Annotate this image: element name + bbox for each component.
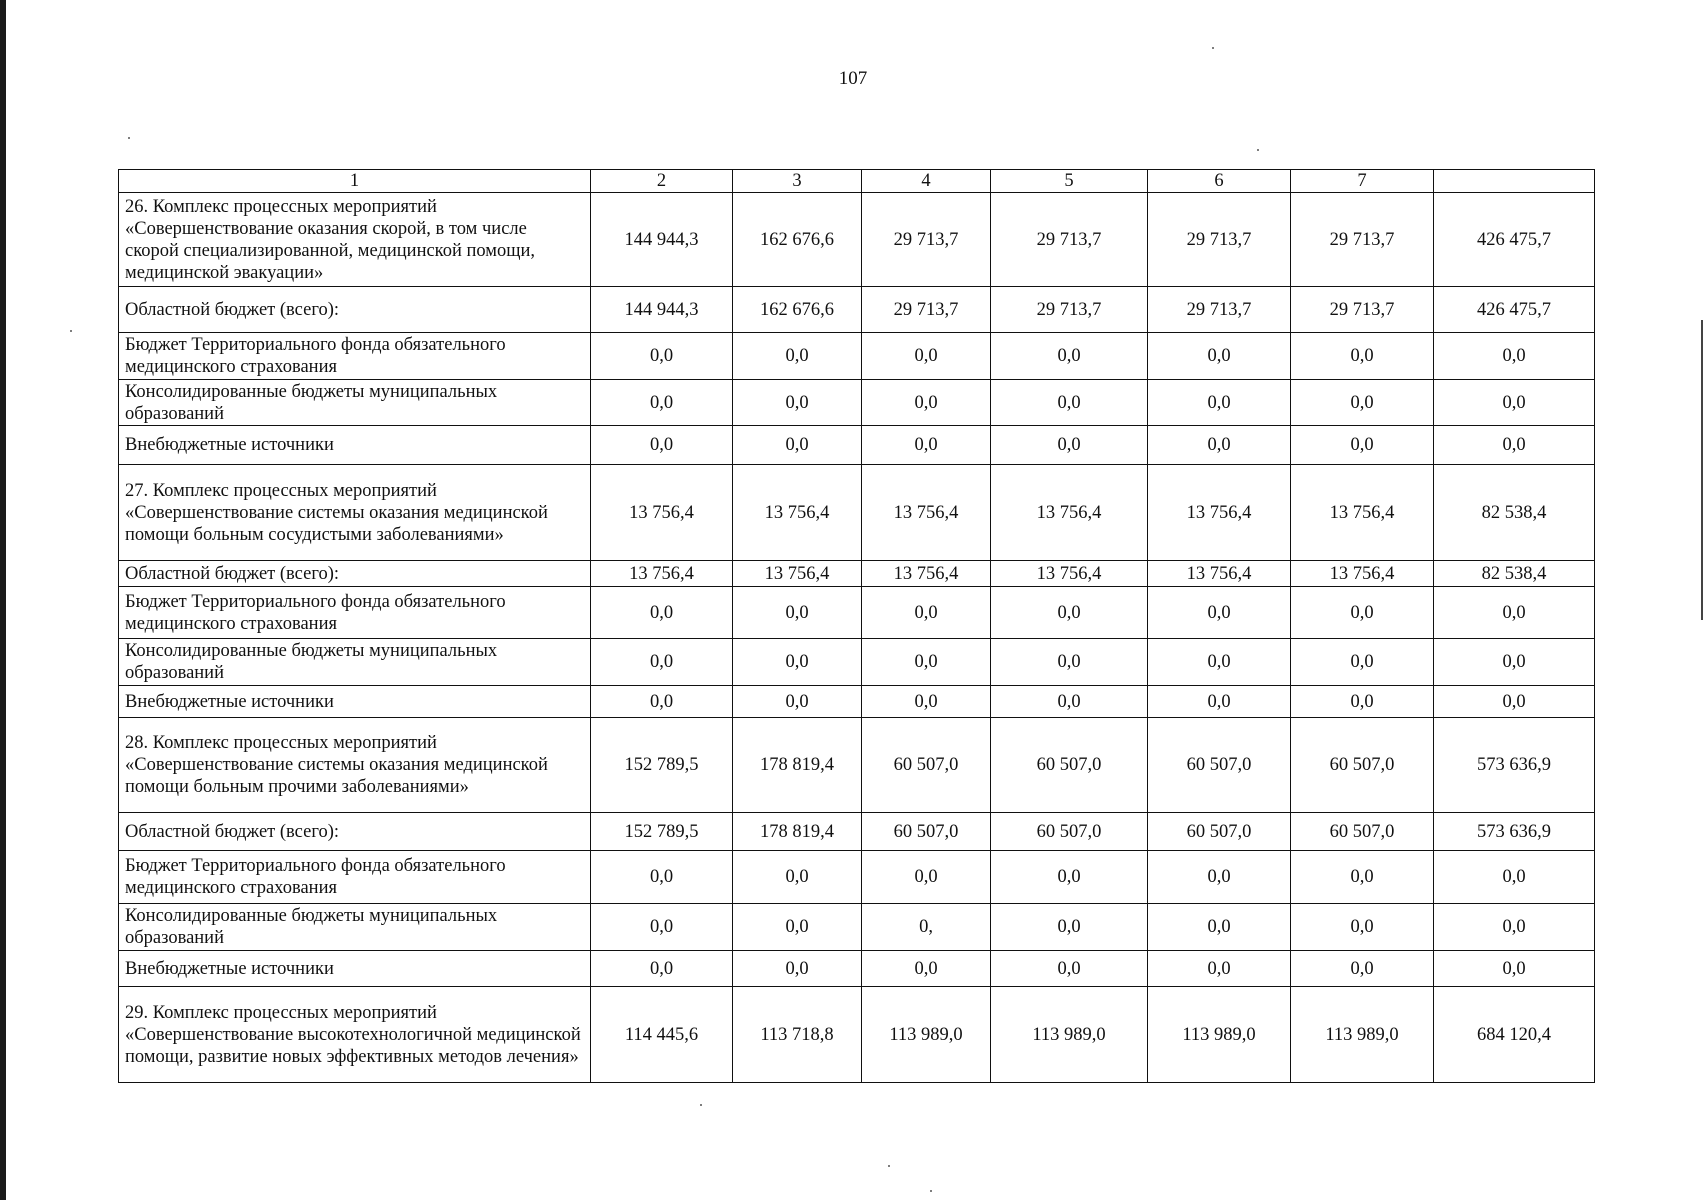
value-cell: 13 756,4 <box>991 465 1148 561</box>
value-cell: 0,0 <box>591 851 733 904</box>
value-cell: 0,0 <box>591 639 733 686</box>
value-cell: 29 713,7 <box>862 287 991 333</box>
value-cell: 0,0 <box>862 380 991 426</box>
value-cell: 0,0 <box>1291 426 1434 465</box>
value-cell: 0,0 <box>1148 587 1291 639</box>
value-cell: 162 676,6 <box>733 193 862 287</box>
value-cell: 113 718,8 <box>733 987 862 1083</box>
value-cell: 162 676,6 <box>733 287 862 333</box>
value-cell: 144 944,3 <box>591 193 733 287</box>
value-cell: 0,0 <box>1291 333 1434 380</box>
value-cell: 0,0 <box>1148 686 1291 718</box>
row-label: Бюджет Территориального фонда обязательного медицинского страхования <box>119 333 591 380</box>
value-cell: 178 819,4 <box>733 813 862 851</box>
value-cell: 13 756,4 <box>591 561 733 587</box>
scan-speck <box>128 137 130 139</box>
value-cell: 13 756,4 <box>591 465 733 561</box>
value-cell: 0,0 <box>1434 587 1595 639</box>
value-cell: 82 538,4 <box>1434 465 1595 561</box>
table-row <box>119 426 1595 465</box>
value-cell: 0,0 <box>591 587 733 639</box>
table-row <box>119 561 1595 587</box>
value-cell: 60 507,0 <box>862 813 991 851</box>
column-number: 1 <box>119 170 591 193</box>
value-cell: 0,0 <box>733 951 862 987</box>
value-cell: 0,0 <box>1434 686 1595 718</box>
scan-edge-left <box>0 0 6 1200</box>
scan-speck <box>930 1190 932 1192</box>
table-row <box>119 465 1595 561</box>
column-number <box>1434 170 1595 193</box>
value-cell: 29 713,7 <box>1148 287 1291 333</box>
value-cell: 152 789,5 <box>591 813 733 851</box>
value-cell: 0,0 <box>1148 426 1291 465</box>
row-label: Внебюджетные источники <box>119 951 591 987</box>
value-cell: 0,0 <box>733 904 862 951</box>
row-label: Внебюджетные источники <box>119 426 591 465</box>
value-cell: 0,0 <box>733 333 862 380</box>
value-cell: 0,0 <box>1291 851 1434 904</box>
value-cell: 0,0 <box>1434 851 1595 904</box>
value-cell: 0,0 <box>991 851 1148 904</box>
value-cell: 60 507,0 <box>991 813 1148 851</box>
value-cell: 0,0 <box>1148 639 1291 686</box>
value-cell: 0,0 <box>991 426 1148 465</box>
value-cell: 113 989,0 <box>1148 987 1291 1083</box>
column-number: 4 <box>862 170 991 193</box>
value-cell: 0,0 <box>991 904 1148 951</box>
value-cell: 684 120,4 <box>1434 987 1595 1083</box>
table-row <box>119 686 1595 718</box>
value-cell: 29 713,7 <box>862 193 991 287</box>
value-cell: 13 756,4 <box>1291 465 1434 561</box>
budget-table-body <box>119 170 1595 1083</box>
value-cell: 0,0 <box>1434 639 1595 686</box>
value-cell: 13 756,4 <box>991 561 1148 587</box>
value-cell: 60 507,0 <box>1148 813 1291 851</box>
value-cell: 0,0 <box>1148 333 1291 380</box>
scan-speck <box>700 1104 702 1106</box>
value-cell: 0,0 <box>591 904 733 951</box>
value-cell: 0,0 <box>862 426 991 465</box>
value-cell: 13 756,4 <box>1148 465 1291 561</box>
scan-edge-right <box>1701 320 1703 620</box>
value-cell: 29 713,7 <box>991 193 1148 287</box>
value-cell: 0,0 <box>1434 380 1595 426</box>
value-cell: 0,0 <box>991 639 1148 686</box>
value-cell: 0,0 <box>733 639 862 686</box>
column-number: 6 <box>1148 170 1291 193</box>
value-cell: 0,0 <box>1291 904 1434 951</box>
value-cell: 0,0 <box>591 426 733 465</box>
table-row <box>119 193 1595 287</box>
value-cell: 0,0 <box>862 951 991 987</box>
row-label: Консолидированные бюджеты муниципальных образований <box>119 904 591 951</box>
table-header-row <box>119 170 1595 193</box>
column-number: 2 <box>591 170 733 193</box>
value-cell: 0,0 <box>591 686 733 718</box>
table-row <box>119 813 1595 851</box>
value-cell: 29 713,7 <box>1291 287 1434 333</box>
value-cell: 0,0 <box>733 587 862 639</box>
value-cell: 29 713,7 <box>1291 193 1434 287</box>
value-cell: 0,0 <box>991 587 1148 639</box>
table-row <box>119 951 1595 987</box>
value-cell: 0,0 <box>991 951 1148 987</box>
row-label: Областной бюджет (всего): <box>119 561 591 587</box>
value-cell: 0,0 <box>1291 587 1434 639</box>
value-cell: 0,0 <box>862 686 991 718</box>
value-cell: 0,0 <box>1148 904 1291 951</box>
value-cell: 82 538,4 <box>1434 561 1595 587</box>
value-cell: 0,0 <box>862 639 991 686</box>
value-cell: 0,0 <box>591 951 733 987</box>
value-cell: 0,0 <box>1291 639 1434 686</box>
value-cell: 113 989,0 <box>991 987 1148 1083</box>
table-row <box>119 287 1595 333</box>
row-label: Бюджет Территориального фонда обязательного медицинского страхования <box>119 587 591 639</box>
value-cell: 0,0 <box>991 333 1148 380</box>
value-cell: 573 636,9 <box>1434 813 1595 851</box>
value-cell: 0,0 <box>1434 904 1595 951</box>
value-cell: 0,0 <box>991 380 1148 426</box>
column-number: 5 <box>991 170 1148 193</box>
row-label: Консолидированные бюджеты муниципальных образований <box>119 380 591 426</box>
value-cell: 0,0 <box>733 686 862 718</box>
value-cell: 0,0 <box>1148 380 1291 426</box>
value-cell: 13 756,4 <box>1291 561 1434 587</box>
value-cell: 0,0 <box>862 587 991 639</box>
value-cell: 152 789,5 <box>591 718 733 813</box>
value-cell: 0,0 <box>862 333 991 380</box>
value-cell: 0,0 <box>1148 951 1291 987</box>
value-cell: 0,0 <box>862 851 991 904</box>
value-cell: 178 819,4 <box>733 718 862 813</box>
value-cell: 113 989,0 <box>862 987 991 1083</box>
row-label: 28. Комплекс процессных мероприятий «Совершенствование системы оказания медицинской помощи больным прочими заболеваниями» <box>119 718 591 813</box>
row-label: Консолидированные бюджеты муниципальных образований <box>119 639 591 686</box>
row-label: Областной бюджет (всего): <box>119 287 591 333</box>
value-cell: 426 475,7 <box>1434 193 1595 287</box>
scan-speck <box>1257 149 1259 151</box>
table-row <box>119 851 1595 904</box>
value-cell: 0,0 <box>1291 380 1434 426</box>
table-row <box>119 639 1595 686</box>
scan-speck <box>70 330 72 332</box>
value-cell: 13 756,4 <box>733 465 862 561</box>
value-cell: 573 636,9 <box>1434 718 1595 813</box>
row-label: Областной бюджет (всего): <box>119 813 591 851</box>
value-cell: 60 507,0 <box>1291 718 1434 813</box>
value-cell: 0, <box>862 904 991 951</box>
value-cell: 0,0 <box>591 380 733 426</box>
value-cell: 29 713,7 <box>1148 193 1291 287</box>
value-cell: 0,0 <box>733 426 862 465</box>
value-cell: 144 944,3 <box>591 287 733 333</box>
table-row <box>119 718 1595 813</box>
table-row <box>119 380 1595 426</box>
table-row <box>119 333 1595 380</box>
value-cell: 0,0 <box>1434 333 1595 380</box>
value-cell: 0,0 <box>1291 686 1434 718</box>
value-cell: 13 756,4 <box>862 561 991 587</box>
row-label: Бюджет Территориального фонда обязательного медицинского страхования <box>119 851 591 904</box>
value-cell: 114 445,6 <box>591 987 733 1083</box>
value-cell: 60 507,0 <box>862 718 991 813</box>
row-label: 27. Комплекс процессных мероприятий «Совершенствование системы оказания медицинской помощи больным сосудистыми заболеваниями» <box>119 465 591 561</box>
row-label: 29. Комплекс процессных мероприятий «Совершенствование высокотехнологичной медицинской помощи, развитие новых эффективных методов лечения» <box>119 987 591 1083</box>
budget-table <box>118 169 1595 1083</box>
row-label: 26. Комплекс процессных мероприятий «Совершенствование оказания скорой, в том числе скорой специализированной, медицинской помощи, медицинской эвакуации» <box>119 193 591 287</box>
value-cell: 0,0 <box>733 380 862 426</box>
column-number: 7 <box>1291 170 1434 193</box>
scan-speck <box>1212 47 1214 49</box>
table-row <box>119 587 1595 639</box>
row-label: Внебюджетные источники <box>119 686 591 718</box>
table-row <box>119 987 1595 1083</box>
value-cell: 0,0 <box>733 851 862 904</box>
column-number: 3 <box>733 170 862 193</box>
value-cell: 60 507,0 <box>1291 813 1434 851</box>
value-cell: 29 713,7 <box>991 287 1148 333</box>
value-cell: 0,0 <box>1434 951 1595 987</box>
page-number: 107 <box>838 68 868 89</box>
value-cell: 13 756,4 <box>733 561 862 587</box>
value-cell: 60 507,0 <box>1148 718 1291 813</box>
value-cell: 113 989,0 <box>1291 987 1434 1083</box>
table-row <box>119 904 1595 951</box>
value-cell: 0,0 <box>1148 851 1291 904</box>
value-cell: 0,0 <box>1291 951 1434 987</box>
value-cell: 0,0 <box>591 333 733 380</box>
value-cell: 426 475,7 <box>1434 287 1595 333</box>
value-cell: 13 756,4 <box>862 465 991 561</box>
value-cell: 13 756,4 <box>1148 561 1291 587</box>
value-cell: 0,0 <box>991 686 1148 718</box>
value-cell: 60 507,0 <box>991 718 1148 813</box>
scan-speck <box>888 1165 890 1167</box>
value-cell: 0,0 <box>1434 426 1595 465</box>
